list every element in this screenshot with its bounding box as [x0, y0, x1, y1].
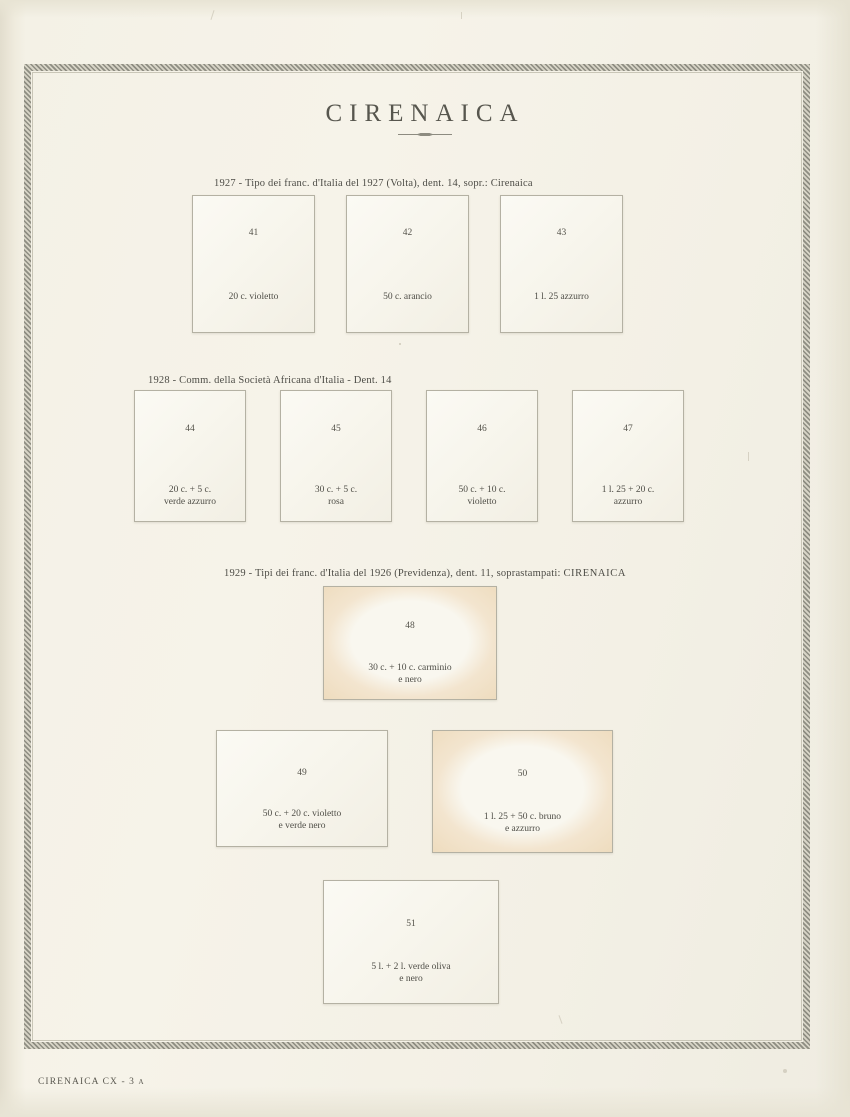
stamp-mount-45[interactable]	[280, 390, 392, 522]
stamp-description-51-line2: e nero	[399, 974, 423, 984]
stamp-number-41: 41	[248, 228, 259, 238]
page-footer-reference: CIRENAICA CX - 3 a	[38, 1077, 145, 1087]
stamp-description-43: 1 l. 25 azzurro	[534, 292, 589, 302]
section-caption-1928: 1928 - Comm. della Società Africana d'Italia - Dent. 14	[148, 375, 392, 386]
stamp-mount-43[interactable]	[500, 195, 623, 333]
stamp-description-50-line1: 1 l. 25 + 50 c. bruno	[483, 812, 562, 822]
stamp-number-48: 48	[405, 621, 415, 631]
paper-mark	[399, 343, 401, 345]
stamp-number-43: 43	[556, 228, 567, 238]
paper-mark	[210, 10, 214, 20]
stamp-description-42: 50 c. arancio	[383, 292, 432, 302]
stamp-description-48-line2: e nero	[398, 675, 422, 685]
paper-mark	[748, 452, 749, 461]
stamp-description-48	[324, 662, 496, 686]
stamp-description-50	[433, 811, 612, 835]
stamp-number-51: 51	[406, 919, 416, 929]
stamp-description-45-line2: rosa	[328, 497, 344, 507]
stamp-description-46	[427, 484, 537, 508]
stamp-description-49	[217, 808, 387, 832]
stamp-description-46-line2: violetto	[467, 497, 497, 507]
page-title: CIRENAICA	[325, 100, 525, 127]
stamp-description-45-line1: 30 c. + 5 c.	[314, 485, 358, 495]
stamp-description-49-line1: 50 c. + 20 c. violetto	[262, 809, 342, 819]
paper-shading-top	[0, 0, 850, 18]
stamp-mount-44[interactable]	[134, 390, 246, 522]
stamp-description-47-line2: azzurro	[613, 497, 643, 507]
stamp-number-42: 42	[402, 228, 413, 238]
stamp-mount-51[interactable]	[323, 880, 499, 1004]
paper-shading-left	[0, 0, 26, 1117]
stamp-description-46-line1: 50 c. + 10 c.	[458, 485, 506, 495]
stamp-description-44-line1: 20 c. + 5 c.	[168, 485, 212, 495]
stamp-mount-46[interactable]	[426, 390, 538, 522]
section-caption-1929	[224, 568, 626, 579]
paper-shading-right	[816, 0, 850, 1117]
stamp-mount-48[interactable]	[323, 586, 497, 700]
stamp-description-41: 20 c. violetto	[228, 292, 279, 302]
paper-mark	[783, 1069, 787, 1073]
title-divider-ornament	[398, 133, 452, 137]
stamp-description-47-line1: 1 l. 25 + 20 c.	[601, 485, 655, 495]
stamp-mount-41[interactable]	[192, 195, 315, 333]
stamp-description-44	[135, 484, 245, 508]
stamp-description-44-line2: verde azzurro	[164, 497, 216, 507]
stamp-description-45	[281, 484, 391, 508]
stamp-description-50-line2: e azzurro	[504, 824, 541, 834]
stamp-description-49-line2: e verde nero	[278, 821, 326, 831]
stamp-mount-42[interactable]	[346, 195, 469, 333]
stamp-number-50: 50	[517, 769, 528, 779]
stamp-description-47	[573, 484, 683, 508]
stamp-mount-49[interactable]	[216, 730, 388, 847]
paper-shading-bottom	[0, 1087, 850, 1117]
section-caption-1927: 1927 - Tipo dei franc. d'Italia del 1927 (Volta), dent. 14, sopr.: Cirenaica	[214, 178, 533, 189]
stamp-number-47: 47	[623, 424, 633, 434]
stamp-mount-50[interactable]	[432, 730, 613, 853]
stamp-number-44: 44	[185, 424, 195, 434]
stamp-number-46: 46	[477, 424, 487, 434]
section-caption-1929-text: 1929 - Tipi dei franc. d'Italia del 1926 (Previdenza), dent. 11, soprastampati:	[224, 568, 564, 579]
stamp-number-49: 49	[297, 768, 307, 778]
stamp-number-45: 45	[331, 424, 341, 434]
paper-mark	[461, 12, 462, 19]
stamp-description-51	[324, 961, 498, 985]
stamp-description-48-line1: 30 c. + 10 c. carminio	[368, 663, 452, 673]
stamp-mount-47[interactable]	[572, 390, 684, 522]
section-caption-1929-overprint: CIRENAICA	[563, 568, 627, 579]
stamp-description-51-line1: 5 l. + 2 l. verde oliva	[371, 962, 451, 972]
